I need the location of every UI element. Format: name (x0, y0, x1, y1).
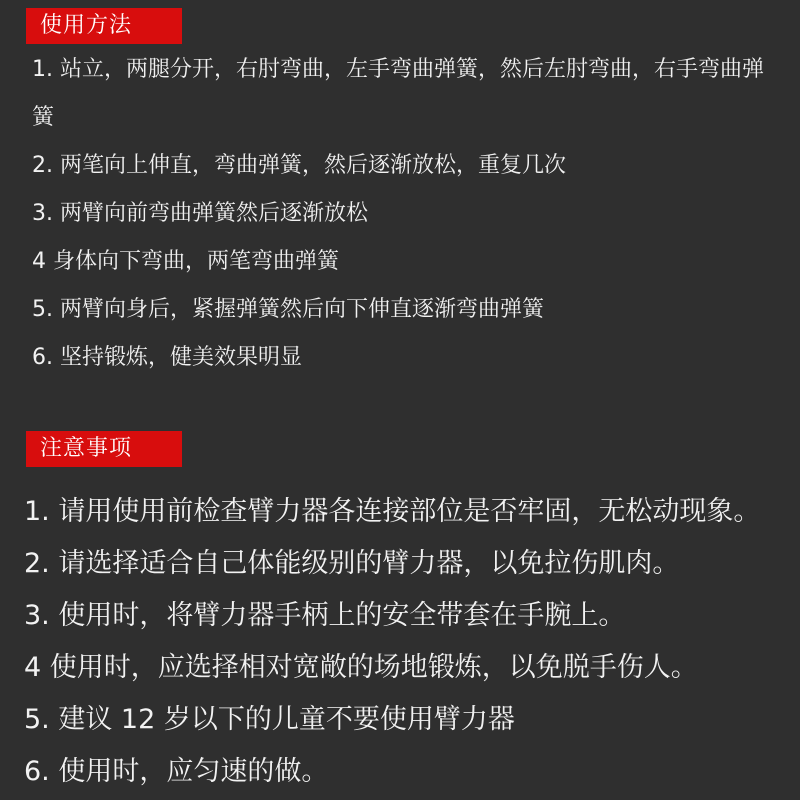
usage-item-1: 1. 站立，两腿分开，右肘弯曲，左手弯曲弹簧，然后左肘弯曲，右手弯曲弹簧 (32, 57, 764, 130)
note-item-5: 5. 建议 12 岁以下的儿童不要使用臂力器 (24, 704, 515, 735)
note-item-6: 6. 使用时，应匀速的做。 (24, 756, 329, 787)
note-item-3: 3. 使用时，将臂力器手柄上的安全带套在手腕上。 (24, 600, 626, 631)
note-item-2: 2. 请选择适合自己体能级别的臂力器，以免拉伤肌肉。 (24, 548, 680, 579)
notes-list (24, 486, 788, 798)
note-item-1: 1. 请用使用前检查臂力器各连接部位是否牢固，无松动现象。 (24, 496, 761, 527)
usage-item-3: 3. 两臂向前弯曲弹簧然后逐渐放松 (32, 201, 368, 226)
usage-item-2: 2. 两笔向上伸直，弯曲弹簧，然后逐渐放松，重复几次 (32, 153, 566, 178)
usage-item-5: 5. 两臂向身后，紧握弹簧然后向下伸直逐渐弯曲弹簧 (32, 297, 544, 322)
usage-item-4: 4 身体向下弯曲，两笔弯曲弹簧 (32, 249, 339, 274)
note-item-4: 4 使用时，应选择相对宽敞的场地锻炼，以免脱手伤人。 (24, 652, 698, 683)
notes-section-title: 注意事项 (26, 431, 182, 467)
usage-section-title: 使用方法 (26, 8, 182, 44)
usage-item-6: 6. 坚持锻炼，健美效果明显 (32, 345, 302, 370)
usage-instructions-list (32, 58, 778, 394)
